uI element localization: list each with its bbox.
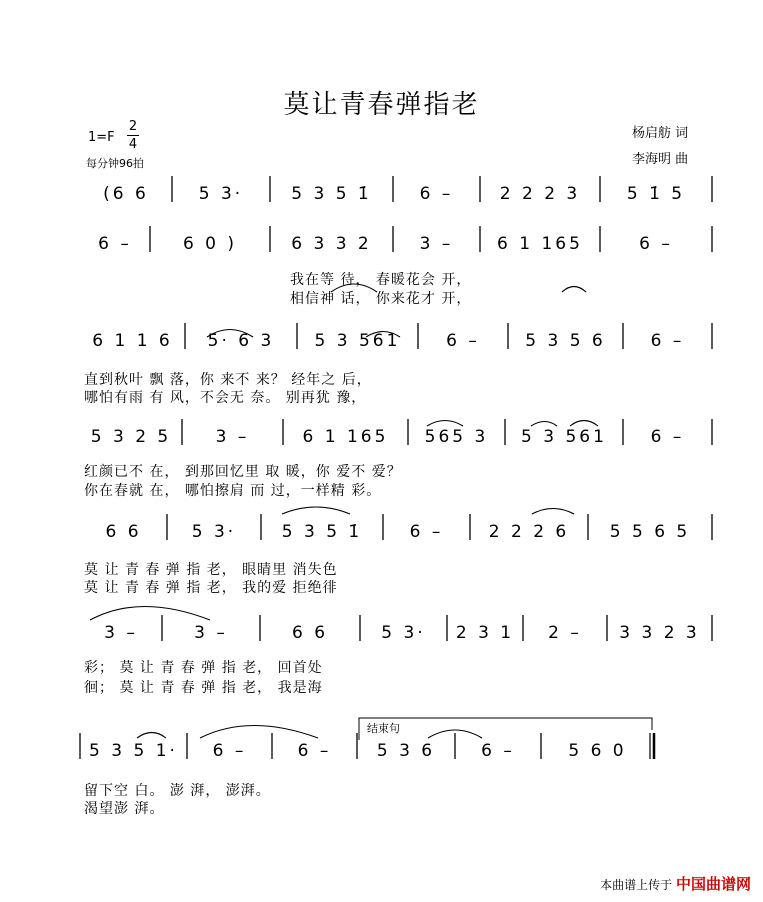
- page-title: 莫让青春弹指老: [283, 90, 480, 120]
- measure: 2 2 2 6: [488, 522, 570, 542]
- measure: 5 3 5 1̇: [281, 522, 363, 542]
- lyric-line: 直到秋叶 飘 落，你 来不 来？ 经年之 后，: [84, 372, 372, 388]
- measure: 5 3 561: [314, 331, 401, 351]
- time-sig-top: 2: [128, 119, 138, 134]
- measure: 5 3 6: [376, 741, 436, 761]
- measure: 6 6: [105, 522, 142, 542]
- lyric-line: 相信神 话， 你来花才 开，: [290, 291, 472, 307]
- measure: 3 –: [419, 234, 454, 254]
- measure: 6 1 165: [302, 427, 389, 447]
- measure: 6 –: [297, 741, 332, 761]
- time-sig-bottom: 4: [128, 137, 138, 152]
- measure: 3 –: [104, 623, 138, 643]
- lyric-line: 你在春就 在， 哪怕擦肩 而 过，一样精 彩。: [84, 483, 382, 499]
- footer-site: 中国曲谱网: [675, 875, 751, 893]
- measure: 5 3 2 5: [90, 427, 172, 447]
- measure: 5 3 561: [521, 427, 607, 447]
- measure: 2 –: [548, 623, 582, 643]
- lyric-line: 彩； 莫 让 青 春 弹 指 老， 回首处: [84, 660, 323, 676]
- measure: 6 –: [650, 427, 685, 447]
- tempo-marking: 每分钟96拍: [86, 157, 144, 170]
- measure: 6 –: [481, 741, 515, 761]
- measure: 5 5 6 5: [609, 522, 691, 542]
- measure: 2 3 1: [455, 623, 515, 643]
- lyric-line: 红颜已不 在， 到那回忆里 取 暖，你 爱不 爱？: [84, 464, 402, 480]
- measure: 6 1 165: [497, 234, 583, 254]
- lyric-line: 渴望澎 湃。: [84, 801, 165, 817]
- lyric-line: 莫 让 青 春 弹 指 老， 我的爱 拒绝徘: [84, 580, 338, 596]
- ending-label: 结束句: [367, 722, 400, 735]
- measure: 5 1̇ 5: [626, 184, 686, 204]
- measure: 5 3·: [191, 522, 237, 542]
- composer-credit: 李海明 曲: [632, 152, 689, 167]
- measure: 6 –: [639, 234, 673, 254]
- lyricist-credit: 杨启舫 词: [632, 126, 689, 141]
- measure: 5 3·: [381, 623, 426, 643]
- measure: 3 3 2 3: [619, 623, 700, 643]
- lyric-line: 我在等 待， 春暖花会 开，: [290, 272, 472, 288]
- measure: 3 –: [194, 623, 228, 643]
- measure: 5 3 5 1·: [89, 741, 178, 761]
- measure: 5 3 5 6: [525, 331, 606, 351]
- measure: 3 –: [215, 427, 250, 447]
- lyric-line: 莫 让 青 春 弹 指 老， 眼睛里 消失色: [84, 562, 338, 578]
- measure: 5 3·: [198, 184, 244, 204]
- measure: 2 2 2 3: [499, 184, 581, 204]
- measure: 565 3: [424, 427, 489, 447]
- measure: 6 –: [98, 234, 132, 254]
- lyric-line: 徊； 莫 让 青 春 弹 指 老， 我是海: [84, 680, 323, 696]
- measure: 6 –: [446, 331, 480, 351]
- measure: 6 –: [409, 522, 444, 542]
- lyric-line: 留下空 白。 澎 湃， 澎湃。: [84, 783, 271, 799]
- measure: 6 6: [291, 623, 329, 643]
- measure: 5 6 0: [568, 741, 627, 761]
- measure: 6 0 ): [182, 234, 238, 254]
- footer-label: 本曲谱上传于: [600, 878, 673, 892]
- measure: 5 3 5 1̇: [291, 184, 372, 204]
- measure: 6 –: [650, 331, 685, 351]
- measure: 6 –: [419, 184, 454, 204]
- measure: 6 1 1 6: [92, 331, 173, 351]
- footer: [600, 873, 751, 894]
- measure: 5· 6 3: [207, 331, 275, 351]
- lyric-line: 哪怕有雨 有 风，不会无 奈。 别再犹 豫，: [84, 390, 367, 406]
- measure: (6 6: [103, 184, 149, 204]
- measure: 6 –: [212, 741, 247, 761]
- measure: 6 3 3 2: [291, 234, 372, 254]
- key-signature: 1=F: [88, 130, 115, 145]
